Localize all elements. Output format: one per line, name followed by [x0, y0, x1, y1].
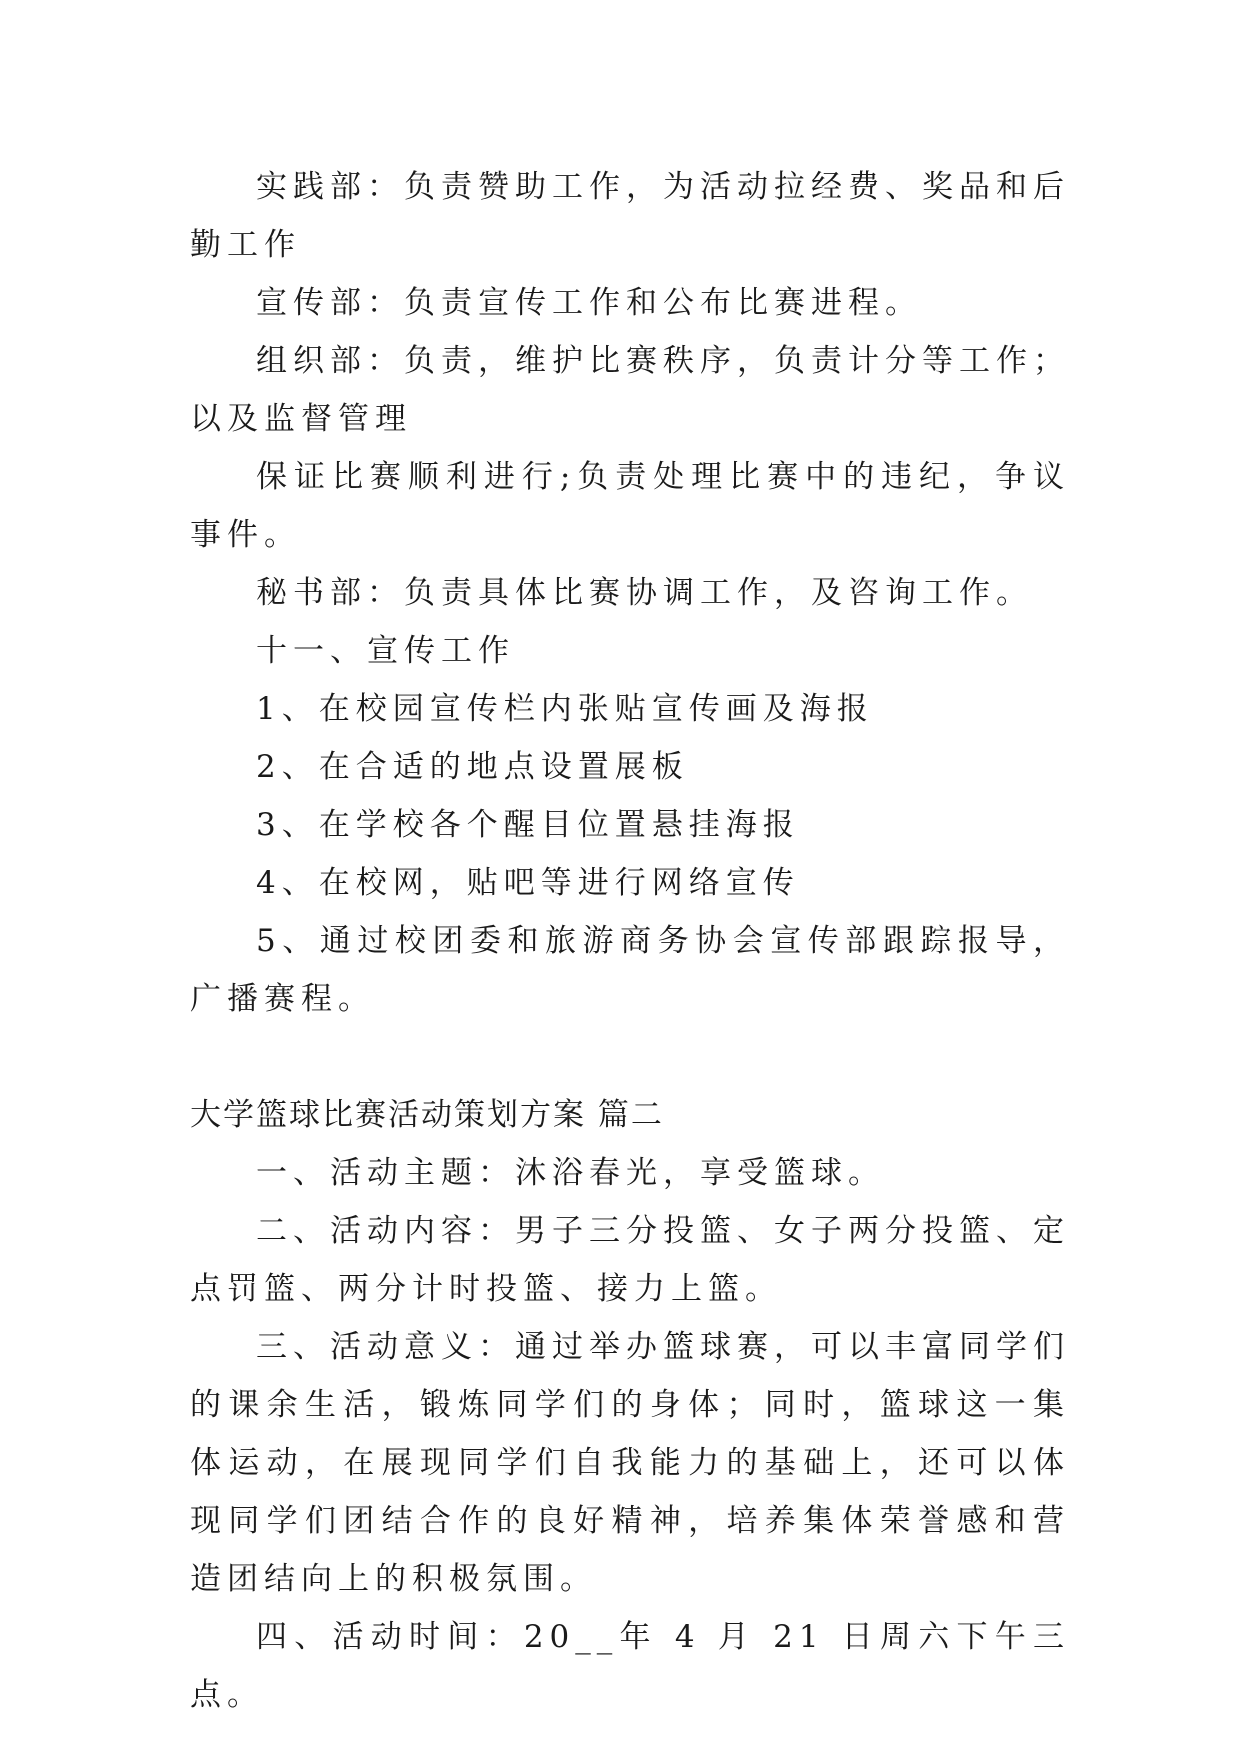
- paragraph-organization-dept: 组织部：负责，维护比赛秩序，负责计分等工作；以及监督管理: [190, 343, 1070, 437]
- list-item-3: 3、在学校各个醒目位置悬挂海报: [256, 807, 800, 843]
- document-body: [190, 158, 1070, 1724]
- paragraph-publicity-dept: 宣传部：负责宣传工作和公布比赛进程。: [256, 285, 922, 321]
- section-spacer: [190, 1028, 1070, 1086]
- section-title: 大学篮球比赛活动策划方案 篇二: [190, 1097, 664, 1133]
- list-item-1: 1、在校园宣传栏内张贴宣传画及海报: [256, 691, 874, 727]
- list-item-2: 2、在合适的地点设置展板: [256, 749, 689, 785]
- list-item-4: 4、在校网，贴吧等进行网络宣传: [256, 865, 800, 901]
- paragraph-activity-significance: 三、活动意义：通过举办篮球赛，可以丰富同学们的课余生活，锻炼同学们的身体；同时，篮球这一集体运动，在展现同学们自我能力的基础上，还可以体现同学们团结合作的良好精神，培养集体荣誉感和营造团结向上的积极氛围。: [190, 1329, 1070, 1597]
- paragraph-activity-time: 四、活动时间：20__年 4 月 21 日周六下午三点。: [190, 1619, 1070, 1713]
- list-item-5: 5、通过校团委和旅游商务协会宣传部跟踪报导，广播赛程。: [190, 923, 1070, 1017]
- paragraph-activity-theme: 一、活动主题：沐浴春光，享受篮球。: [256, 1155, 885, 1191]
- heading-publicity-work: 十一、宣传工作: [256, 633, 515, 669]
- paragraph-activity-content: 二、活动内容：男子三分投篮、女子两分投篮、定点罚篮、两分计时投篮、接力上篮。: [190, 1213, 1070, 1307]
- paragraph-practice-dept: 实践部：负责赞助工作，为活动拉经费、奖品和后勤工作: [190, 169, 1070, 263]
- paragraph-secretary-dept: 秘书部：负责具体比赛协调工作，及咨询工作。: [256, 575, 1033, 611]
- paragraph-ensure-order: 保证比赛顺利进行;负责处理比赛中的违纪，争议事件。: [190, 459, 1070, 553]
